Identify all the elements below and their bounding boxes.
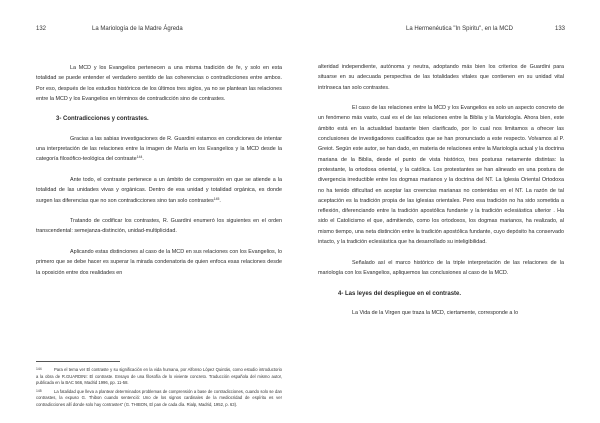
footnote-mark: 145: [36, 388, 42, 393]
paragraph-codificar: Tratando de codificar los contrastes, R. Guardini enumeró los siguientes en el orden transcendental: semejanza-distinción, unidad-multiplicidad.: [36, 218, 282, 235]
paragraph-senalado: Señalado así el marco histórico de la triple interpretación de las relaciones de la mariología con los Evangelios, apliquemos las conclusiones al caso de la MCD.: [318, 259, 564, 276]
section-heading-3: 3- Contradicciones y contrastes.: [56, 116, 149, 123]
paragraph-text: Ante todo, el contraste pertenece a un ámbito de comprensión en que se atiende a la totalidad de las unidades vivas y orgánicas. Dentro de esa unidad y totalidad orgánica, es donde surgen las diferencias que no son contradicciones sino tan solo contrastes: [36, 176, 282, 204]
paragraph-aplicando: Aplicando estas distinciones al caso de la MCD en sus relaciones con los Evangelios, lo primero que se debe hacer es superar la mirada condenatoria de quien enfoca esas relaciones desde la oposición entre dos realidades en: [36, 249, 282, 276]
footnote-text: Para el tema ver El contraste y su significación en la vida humana, por Alfonso López Quintás, como estudio introductorio a la obra de R.GUARDINI: El contraste. Ensayo de una filosofía de lo viviente concreto. Traducción española del mismo autor, publicada en la BAC 566, Madrid 1996, pp. 11-58.: [36, 367, 282, 386]
footnote-144: [36, 366, 282, 387]
running-title-right: La Hermenéutica "In Spiritu", en la MCD: [406, 26, 513, 32]
paragraph: La MCD y los Evangelios pertenecen a una misma tradición de fe, y solo en esta totalidad se puede entender el verdadero sentido de las coherencias o contradicciones entre ambos. Por eso, después de los estudios históricos de los últimos tres siglos, ya no se plantean las relaciones entre la MCD y los Evangelios en términos de contradicción sino de contrastes.: [36, 65, 282, 102]
footnote-mark: 144: [36, 367, 42, 371]
paragraph-biblia-mariologia: El caso de las relaciones entre la MCD y los Evangelios es solo un aspecto concreto de un fenómeno más vasto, cual es el de las relaciones entre la Biblia y la Mariología. Ahora bien, este ámbito está en la actualidad bastante bien clarificado, por lo cual nos limitamos a ofrecer las conclusiones de investigadores cualificados que se han pronunciado a este respecto. Volvamos al P. Greiot. Según este autor, se han dado, en materia de relaciones entre la Mariología actual y la doctrina mariana de la Biblia, desde el punto de vista histórico, tres posturas netamente distintas: la protestante, la ortodoxa oriental, y la católica. Los protestantes se han alineado en una postura de divergencia irreductible entre los dogmas marianos y la doctrina del NT. La Iglesia Oriental Ortodoxa no ha tenido dificultad en aceptar las creencias marianas no contenidas en el NT. La razón de tal aceptación es la tradición propia de las iglesias orientales. Pero esa tradición no ha sido sometida a reflexión, diferenciando entre la tradición apostólica fundante y la tradición eclesiástica ulterior . Ha sido el Catolicismo el que, admitiendo, como los ortodoxos, los dogmas marianos, ha realizado, al mismo tiempo, una neta distinción entre la tradición apostólica fundante, cuyo depósito ha conservado intacto, y la tradición eclesiástica que ha desarrollado su inteligibilidad.: [318, 105, 564, 246]
left-body-text: [36, 63, 282, 278]
footnote-ref-144[interactable]: 144: [136, 155, 143, 160]
paragraph-guardini: [36, 134, 282, 165]
punctuation: .: [219, 197, 221, 204]
paragraph-continuation: alteridad independiente, autónoma y neutra, adoptando más bien los criterios de Guardini para situarse en su adecuada perspectiva de las totalidades vitales que contienen en su unidad vital intrínseca tan solo contrastes.: [318, 64, 564, 91]
running-title-left: La Mariología de la Madre Ágreda: [92, 26, 183, 32]
footnote-separator: [36, 361, 120, 362]
footnote-145: [36, 388, 282, 409]
right-body-text: [318, 62, 564, 318]
footnotes: [36, 366, 282, 410]
page-number-right: 133: [555, 26, 566, 32]
footnote-text: La fatalidad que lleva a plantear determinados problemas de comprensión a base de contradicciones, cuando solo se dan contrastes, la expuso G. Thibon cuando sentenció: Uno de los signos cardinales de la mediocridad de espíritu es ver contradicciones allí donde solo hay contrastes" (G. THIBON, El pan de cada día. Rialp, Madrid, 1952, p. 63).: [36, 388, 282, 407]
footnote-ref-145[interactable]: 145: [213, 196, 220, 201]
section-heading-4: 4- Las leyes del despliegue en el contraste.: [338, 290, 462, 297]
paragraph-vida-virgen: La Vida de la Virgen que traza la MCD, ciertamente, corresponde a lo: [352, 309, 519, 316]
punctuation: .: [142, 156, 144, 163]
paragraph-contraste: [36, 175, 282, 206]
page-number-left: 132: [36, 26, 47, 32]
paragraph-text: Gracias a las sabias investigaciones de R. Guardini estamos en condiciones de intentar una interpretación de las relaciones entre la imagen de María en los Evangelios y la MCD desde la categoría filosófico-teológica del contraste: [36, 135, 282, 163]
right-page: [300, 0, 600, 423]
